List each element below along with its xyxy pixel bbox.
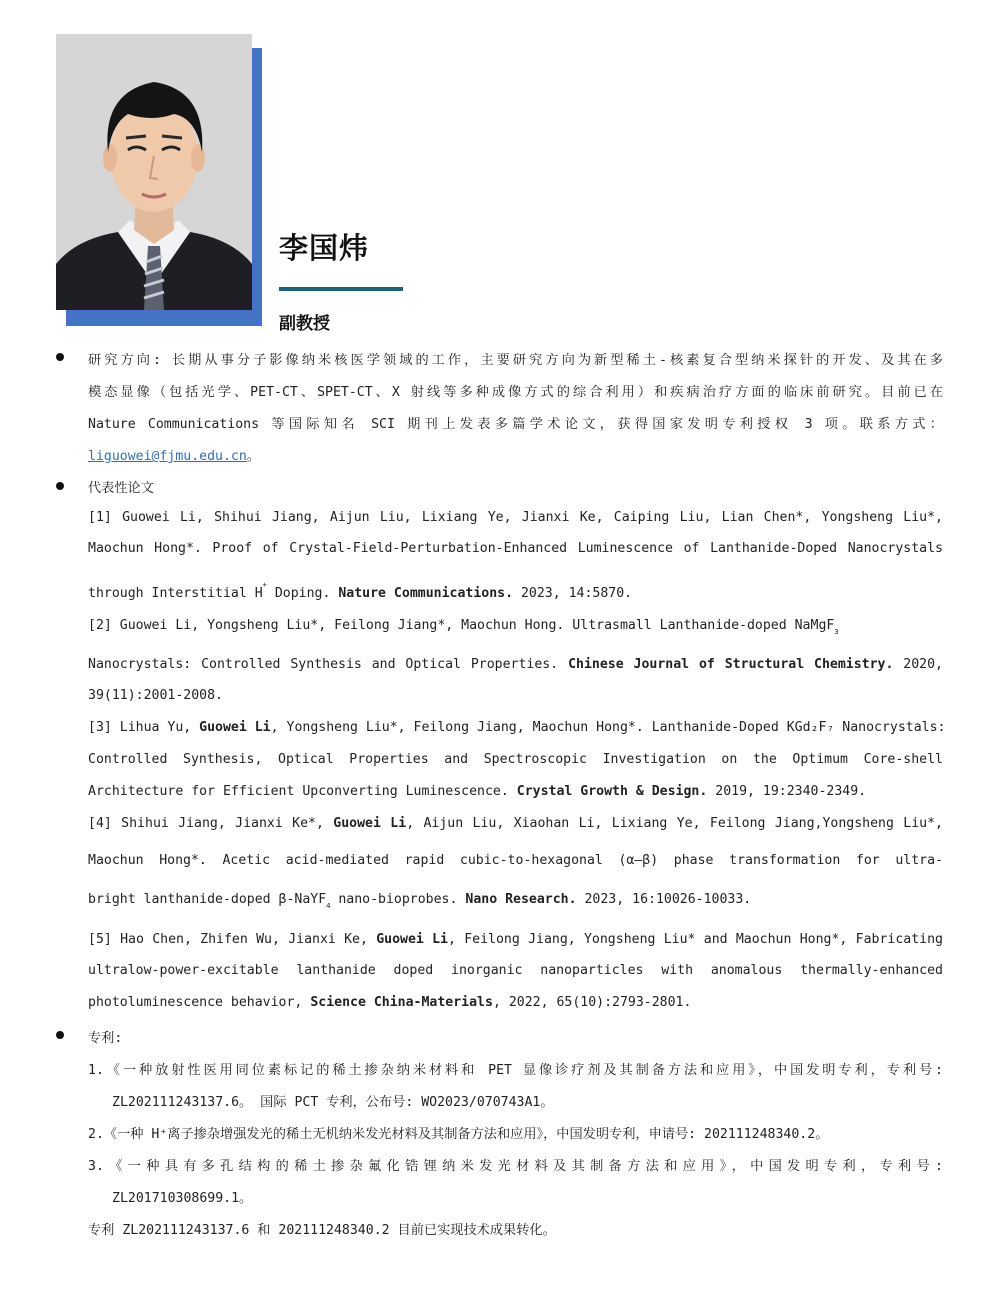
research-end: 。 — [246, 449, 260, 464]
bullet-research — [56, 353, 64, 361]
paper-5-line-1 — [88, 932, 943, 947]
paper-3-text-d: 2019, 19:2340-2349. — [707, 784, 867, 799]
paper-2-line-2 — [88, 657, 943, 672]
paper-4-author: Guowei Li — [333, 816, 407, 831]
research-line-3: Nature Communications 等国际知名 SCI 期刊上发表多篇学术论文，获得国家发明专利授权 3 项。联系方式： — [88, 417, 943, 432]
paper-3-journal: Crystal Growth & Design. — [516, 784, 708, 799]
paper-1-journal: Nature Communications. — [338, 586, 514, 601]
paper-2-sub: 3 — [834, 628, 839, 636]
paper-2-journal: Chinese Journal of Structural Chemistry. — [568, 657, 894, 672]
paper-3-author: Guowei Li — [199, 720, 271, 735]
paper-3-line-1 — [88, 720, 946, 735]
person-name: 李国炜 — [279, 231, 370, 265]
bullet-patents — [56, 1031, 64, 1039]
paper-1-sup: + — [262, 581, 267, 589]
paper-4-text-a: [4] Shihui Jiang, Jianxi Ke*, — [88, 816, 334, 831]
paper-5-journal: Science China-Materials — [310, 995, 493, 1010]
patent-3-line-2: ZL201710308699.1。 — [112, 1191, 253, 1206]
paper-4-sub: 4 — [326, 902, 331, 910]
paper-2-text-c: 2020, — [893, 657, 943, 672]
bullet-papers — [56, 482, 64, 490]
paper-5-line-2: ultralow-power-excitable lanthanide doped inorganic nanoparticles with anomalous thermally-enhanced — [88, 963, 943, 978]
paper-2-text-a: [2] Guowei Li, Yongsheng Liu*, Feilong Jiang*, Maochun Hong. Ultrasmall Lanthanide-doped NaMgF — [88, 618, 835, 633]
paper-4-line-3 — [88, 892, 751, 910]
job-title: 副教授 — [279, 314, 330, 334]
research-line-1: 研究方向: 长期从事分子影像纳米核医学领域的工作，主要研究方向为新型稀土-核素复合型纳米探针的开发、及其在多 — [88, 353, 943, 368]
portrait-photo — [56, 34, 252, 310]
research-line-4 — [88, 445, 260, 464]
paper-4-journal: Nano Research. — [465, 892, 577, 907]
paper-5-text-a: [5] Hao Chen, Zhifen Wu, Jianxi Ke, — [88, 932, 377, 947]
paper-1-text-c: 2023, 14:5870. — [513, 586, 633, 601]
paper-2-line-3: 39(11):2001-2008. — [88, 688, 223, 703]
paper-4-text-c: bright lanthanide-doped β-NaYF — [88, 892, 327, 907]
paper-3-text-b: , Yongsheng Liu*, Feilong Jiang, Maochun Hong*. Lanthanide-Doped KGd₂F₇ Nanocrystals: — [270, 720, 946, 735]
patent-3-line-1: 3.《一种具有多孔结构的稀土掺杂氟化锆锂纳米发光材料及其制备方法和应用》，中国发明专利，专利号: — [88, 1159, 943, 1174]
papers-heading: 代表性论文 — [88, 481, 154, 496]
paper-4-text-b: , Aijun Liu, Xiaohan Li, Lixiang Ye, Feilong Jiang,Yongsheng Liu*, — [406, 816, 943, 831]
paper-5-text-b: , Feilong Jiang, Yongsheng Liu* and Maochun Hong*, Fabricating — [448, 932, 943, 947]
paper-2-text-b: Nanocrystals: Controlled Synthesis and Optical Properties. — [88, 657, 569, 672]
research-line-2: 模态显像（包括光学、PET-CT、SPET-CT、X 射线等多种成像方式的综合利用）和疾病治疗方面的临床前研究。目前已在 — [88, 385, 943, 400]
paper-1-line-3 — [88, 581, 632, 601]
paper-4-text-e: 2023, 16:10026-10033. — [576, 892, 752, 907]
paper-3-line-3 — [88, 784, 866, 799]
paper-5-line-3 — [88, 995, 691, 1010]
paper-1-line-2: Maochun Hong*. Proof of Crystal-Field-Perturbation-Enhanced Luminescence of Lanthanide-Doped Nanocrystals — [88, 541, 943, 556]
patent-1-line-2: ZL202111243137.6。 国际 PCT 专利，公布号: WO2023/070743A1。 — [112, 1095, 554, 1110]
patents-heading: 专利: — [88, 1031, 123, 1046]
paper-1-text-a: through Interstitial H — [88, 586, 263, 601]
paper-1-text-b: Doping. — [266, 586, 339, 601]
patent-1-line-1: 1.《一种放射性医用同位素标记的稀土掺杂纳米材料和 PET 显像诊疗剂及其制备方法和应用》，中国发明专利，专利号: — [88, 1063, 943, 1078]
paper-4-line-1 — [88, 816, 943, 831]
paper-3-text-a: [3] Lihua Yu, — [88, 720, 200, 735]
contact-email-link[interactable]: liguowei@fjmu.edu.cn — [88, 449, 247, 464]
paper-4-text-d: nano-bioprobes. — [330, 892, 466, 907]
paper-2-line-1 — [88, 618, 943, 636]
paper-5-author: Guowei Li — [376, 932, 448, 947]
patent-2-line-1: 2.《一种 H⁺离子掺杂增强发光的稀土无机纳米发光材料及其制备方法和应用》，中国发明专利，申请号: 202111248340.2。 — [88, 1127, 829, 1142]
paper-5-text-c: photoluminescence behavior, — [88, 995, 311, 1010]
paper-1-line-1: [1] Guowei Li, Shihui Jiang, Aijun Liu, Lixiang Ye, Jianxi Ke, Caiping Liu, Lian Chen*, Yongsheng Liu*, — [88, 510, 943, 525]
name-underline — [279, 287, 403, 291]
paper-3-text-c: Architecture for Efficient Upconverting Luminescence. — [88, 784, 517, 799]
patents-note: 专利 ZL202111243137.6 和 202111248340.2 目前已实现技术成果转化。 — [88, 1223, 556, 1238]
paper-4-line-2: Maochun Hong*. Acetic acid-mediated rapid cubic-to-hexagonal (α–β) phase transformation for ultra- — [88, 853, 943, 868]
paper-3-line-2: Controlled Synthesis, Optical Properties and Spectroscopic Investigation on the Optimum Core-shell — [88, 752, 943, 767]
paper-5-text-d: , 2022, 65(10):2793-2801. — [492, 995, 692, 1010]
portrait-illustration — [56, 34, 252, 310]
